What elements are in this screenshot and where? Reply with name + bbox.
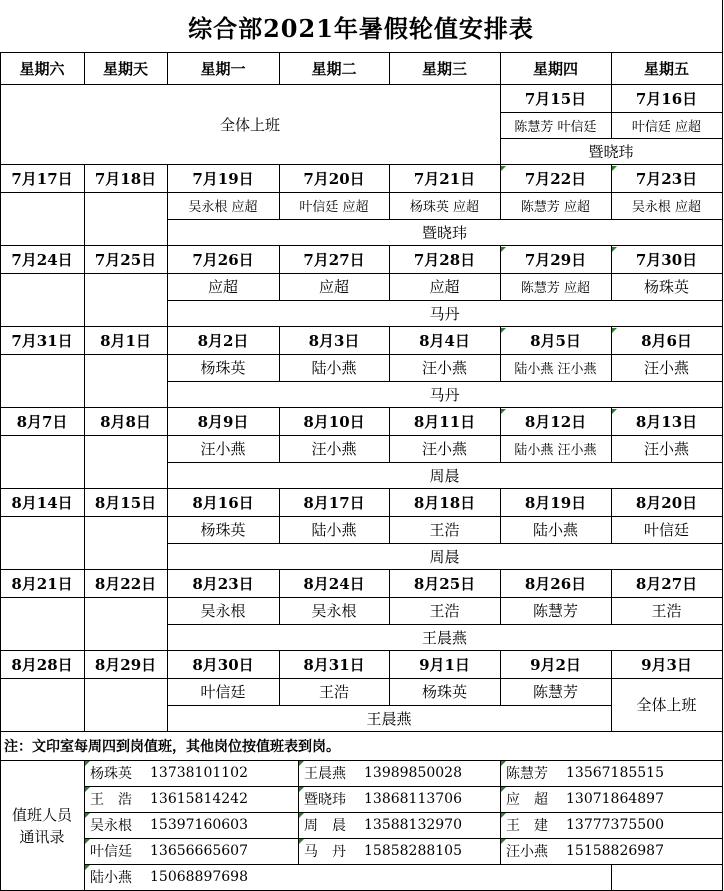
weekday-date: 8月10日 — [303, 412, 365, 431]
sunday-date: 8月29日 — [94, 655, 157, 674]
weekday-date: 7月22日 — [524, 169, 587, 188]
weekday-header: 星期二 — [311, 59, 357, 78]
page-title: 综合部2021年暑假轮值安排表 — [188, 13, 534, 43]
grid-line — [84, 326, 85, 408]
duty-names: 陆小燕 — [532, 521, 578, 539]
weekday-date: 8月9日 — [197, 412, 249, 431]
weekday-date: 8月19日 — [524, 493, 587, 512]
duty-names: 吴永根 应超 — [188, 200, 258, 215]
cell-comment-marker — [85, 787, 90, 792]
grid-line — [611, 407, 612, 463]
cell-comment-marker — [501, 166, 506, 171]
duty-names: 汪小燕 — [421, 359, 467, 377]
duty-names: 王浩 — [651, 602, 682, 620]
cell-comment-marker — [612, 409, 617, 414]
grid-line — [84, 786, 723, 787]
duty-names: 杨珠英 — [643, 278, 689, 296]
grid-line — [0, 407, 723, 408]
grid-line — [611, 569, 612, 625]
weekday-date: 7月26日 — [192, 250, 254, 269]
weekday-date: 8月11日 — [413, 412, 476, 431]
contact-phone: 13567185515 — [566, 765, 664, 781]
cell-comment-marker — [501, 409, 506, 414]
contact-phone: 13989850028 — [364, 765, 462, 781]
grid-line — [167, 624, 723, 625]
duty-names: 杨珠英 — [421, 683, 467, 701]
span-duty-name: 马丹 — [429, 385, 460, 404]
grid-line — [500, 84, 501, 165]
contact-entry — [298, 760, 500, 786]
grid-line — [0, 488, 723, 489]
grid-line — [500, 164, 501, 220]
saturday-date: 7月17日 — [11, 169, 73, 188]
weekday-date: 8月18日 — [413, 493, 476, 512]
grid-line — [500, 650, 501, 706]
grid-line — [167, 381, 723, 382]
duty-names: 应超 — [207, 278, 238, 296]
weekday-date: 8月31日 — [303, 655, 365, 674]
cell-comment-marker — [501, 839, 506, 844]
contact-entry — [84, 864, 298, 890]
grid-line — [0, 164, 723, 165]
span-duty-name: 暨晓玮 — [588, 142, 634, 161]
grid-line — [167, 488, 168, 570]
duty-names: 王浩 — [429, 521, 460, 539]
duty-names: 杨珠英 — [200, 359, 246, 377]
weekday-date: 8月12日 — [524, 412, 587, 431]
span-duty-name: 周晨 — [429, 547, 460, 566]
grid-line — [167, 462, 723, 463]
weekday-date: 7月23日 — [635, 169, 698, 188]
duty-names: 陆小燕 汪小燕 — [514, 362, 597, 377]
grid-line — [84, 864, 723, 865]
duty-names: 应超 — [429, 278, 460, 296]
grid-line — [279, 164, 280, 220]
cell-comment-marker — [85, 865, 90, 870]
grid-line — [0, 569, 723, 570]
contact-phone: 15858288105 — [364, 843, 462, 859]
contacts-label-line: 值班人员 — [11, 805, 72, 824]
grid-line — [0, 678, 723, 679]
grid-line — [0, 760, 723, 761]
contact-entry — [500, 786, 722, 812]
weekday-date: 9月1日 — [419, 655, 470, 674]
weekday-date: 8月30日 — [192, 655, 254, 674]
saturday-date: 8月7日 — [16, 412, 68, 431]
grid-line — [389, 52, 390, 85]
weekday-date: 8月23日 — [192, 574, 254, 593]
duty-names: 叶信廷 — [200, 683, 246, 701]
weekday-header: 星期六 — [19, 59, 65, 78]
grid-line — [0, 354, 723, 355]
sunday-date: 8月8日 — [100, 412, 151, 431]
grid-line — [84, 760, 85, 891]
contact-phone: 13656665607 — [150, 843, 248, 859]
grid-line — [0, 435, 723, 436]
cell-comment-marker — [299, 787, 304, 792]
saturday-date: 7月31日 — [11, 331, 73, 350]
grid-line — [279, 245, 280, 301]
cell-comment-marker — [85, 839, 90, 844]
cell-comment-marker — [299, 839, 304, 844]
all-work-label: 全体上班 — [636, 696, 697, 714]
duty-names: 陆小燕 汪小燕 — [514, 443, 597, 458]
duty-names: 陈慧芳 应超 — [520, 281, 591, 296]
duty-names: 陈慧芳 — [532, 683, 578, 701]
grid-line — [611, 245, 612, 301]
sunday-date: 7月18日 — [94, 169, 157, 188]
cell-comment-marker — [612, 247, 617, 252]
weekday-date: 8月6日 — [641, 331, 692, 350]
cell-comment-marker — [299, 761, 304, 766]
duty-names: 叶信廷 应超 — [631, 119, 702, 135]
weekday-date: 7月27日 — [303, 250, 365, 269]
sunday-date: 7月25日 — [94, 250, 157, 269]
weekday-date: 9月3日 — [641, 655, 692, 674]
duty-names: 陈慧芳 — [532, 602, 578, 620]
grid-line — [389, 488, 390, 544]
duty-names: 汪小燕 — [643, 440, 689, 458]
grid-line — [611, 864, 612, 891]
grid-line — [0, 245, 723, 246]
grid-line — [279, 52, 280, 85]
contact-name: 马 丹 — [304, 844, 346, 860]
cell-comment-marker — [501, 328, 506, 333]
saturday-date: 8月28日 — [11, 655, 73, 674]
grid-line — [0, 597, 723, 598]
contact-phone: 13868113706 — [364, 791, 462, 807]
span-duty-name: 王晨燕 — [366, 709, 412, 728]
contact-phone: 13777375500 — [566, 817, 664, 833]
weekday-header: 星期三 — [421, 59, 467, 78]
grid-line — [84, 650, 85, 732]
contact-entry — [298, 812, 500, 838]
duty-names: 陆小燕 — [311, 359, 357, 377]
weekday-date: 7月19日 — [192, 169, 254, 188]
grid-line — [84, 569, 85, 651]
duty-names: 杨珠英 应超 — [409, 200, 480, 215]
weekday-date: 7月29日 — [524, 250, 587, 269]
grid-line — [611, 52, 612, 85]
grid-line — [279, 650, 280, 706]
duty-names: 汪小燕 — [200, 440, 246, 458]
grid-line — [0, 516, 723, 517]
sunday-date: 8月1日 — [100, 331, 151, 350]
duty-names: 叶信廷 — [643, 521, 689, 539]
grid-line — [84, 488, 85, 570]
weekday-date: 8月25日 — [413, 574, 476, 593]
weekday-date: 8月13日 — [635, 412, 698, 431]
weekday-date: 8月17日 — [303, 493, 365, 512]
weekday-date: 7月28日 — [413, 250, 476, 269]
grid-line — [611, 164, 612, 220]
grid-line — [84, 245, 85, 327]
contact-name: 汪小燕 — [506, 844, 548, 860]
contact-entry — [84, 812, 298, 838]
grid-line — [0, 326, 723, 327]
grid-line — [0, 84, 723, 85]
grid-line — [84, 407, 85, 489]
grid-line — [389, 650, 390, 706]
cell-comment-marker — [85, 813, 90, 818]
span-duty-name: 暨晓玮 — [421, 223, 467, 242]
grid-line — [611, 488, 612, 544]
weekday-header: 星期一 — [200, 59, 246, 78]
cell-comment-marker — [501, 761, 506, 766]
weekday-date: 8月5日 — [530, 331, 581, 350]
contact-name: 陆小燕 — [90, 870, 132, 886]
grid-line — [0, 52, 1, 891]
weekday-date: 7月30日 — [635, 250, 698, 269]
contact-entry — [500, 812, 722, 838]
sunday-date: 8月15日 — [94, 493, 157, 512]
contact-entry — [84, 760, 298, 786]
grid-line — [84, 812, 723, 813]
duty-names: 应超 — [318, 278, 349, 296]
grid-line — [500, 52, 501, 85]
grid-line — [167, 326, 168, 408]
contact-name: 王 建 — [506, 818, 548, 834]
cell-comment-marker — [501, 787, 506, 792]
date-cell: 7月15日 — [524, 89, 587, 108]
grid-line — [167, 407, 168, 489]
grid-line — [84, 838, 723, 839]
grid-line — [500, 569, 501, 625]
duty-names: 汪小燕 — [311, 440, 357, 458]
contact-phone: 13615814242 — [150, 791, 248, 807]
contact-entry — [298, 786, 500, 812]
date-cell: 7月16日 — [635, 89, 698, 108]
duty-names: 王浩 — [318, 683, 349, 701]
grid-line — [611, 650, 612, 732]
grid-line — [167, 52, 168, 85]
grid-line — [500, 407, 501, 463]
contact-name: 陈慧芳 — [506, 766, 548, 782]
grid-line — [279, 407, 280, 463]
grid-line — [611, 84, 612, 139]
grid-line — [167, 245, 168, 327]
duty-names: 吴永根 — [311, 602, 357, 620]
grid-line — [389, 407, 390, 463]
duty-names: 陈慧芳 叶信廷 — [514, 119, 597, 135]
weekday-date: 7月20日 — [303, 169, 365, 188]
grid-line — [0, 52, 723, 53]
saturday-date: 7月24日 — [11, 250, 73, 269]
cell-comment-marker — [612, 166, 617, 171]
contact-entry — [84, 838, 298, 864]
weekday-date: 8月16日 — [192, 493, 254, 512]
weekday-date: 9月2日 — [530, 655, 581, 674]
contact-phone: 15158826987 — [566, 843, 664, 859]
contact-entry — [500, 760, 722, 786]
cell-comment-marker — [501, 247, 506, 252]
contact-phone: 13588132970 — [364, 817, 462, 833]
grid-line — [167, 650, 168, 732]
grid-line — [279, 326, 280, 382]
saturday-date: 8月21日 — [11, 574, 73, 593]
grid-line — [167, 300, 723, 301]
cell-comment-marker — [85, 761, 90, 766]
grid-line — [389, 326, 390, 382]
cell-comment-marker — [299, 813, 304, 818]
contacts-label-line: 通讯录 — [19, 827, 65, 846]
grid-line — [389, 245, 390, 301]
grid-line — [0, 731, 723, 732]
duty-names: 吴永根 应超 — [631, 200, 702, 215]
weekday-date: 8月27日 — [635, 574, 698, 593]
contact-name: 周 晨 — [304, 818, 346, 834]
weekday-header: 星期五 — [643, 59, 689, 78]
grid-line — [500, 326, 501, 382]
grid-line — [500, 488, 501, 544]
contact-name: 叶信廷 — [90, 844, 132, 860]
grid-line — [0, 192, 723, 193]
contact-name: 应 超 — [506, 792, 548, 808]
contact-name: 吴永根 — [90, 818, 132, 834]
weekday-date: 8月3日 — [308, 331, 360, 350]
grid-line — [167, 569, 168, 651]
contact-name: 暨晓玮 — [304, 792, 346, 808]
weekday-date: 8月4日 — [419, 331, 470, 350]
contact-entry — [298, 838, 500, 864]
span-duty-name: 周晨 — [429, 466, 460, 485]
grid-line — [167, 164, 168, 246]
duty-names: 吴永根 — [200, 602, 246, 620]
grid-line — [0, 650, 723, 651]
grid-line — [611, 326, 612, 382]
duty-names: 叶信廷 应超 — [299, 200, 369, 215]
weekday-date: 8月20日 — [635, 493, 698, 512]
cell-comment-marker — [501, 813, 506, 818]
grid-line — [722, 0, 723, 891]
footnote: 注：文印室每周四到岗值班，其他岗位按值班表到岗。 — [4, 738, 340, 755]
all-work-label: 全体上班 — [219, 115, 280, 134]
duty-names: 陈慧芳 应超 — [520, 200, 591, 215]
grid-line — [167, 219, 723, 220]
saturday-date: 8月14日 — [11, 493, 73, 512]
weekday-header: 星期天 — [102, 59, 148, 78]
contact-entry — [500, 838, 722, 864]
weekday-header: 星期四 — [532, 59, 578, 78]
span-duty-name: 王晨燕 — [421, 628, 467, 647]
contact-phone: 13071864897 — [566, 791, 664, 807]
duty-names: 杨珠英 — [200, 521, 246, 539]
grid-line — [389, 569, 390, 625]
weekday-date: 8月26日 — [524, 574, 587, 593]
grid-line — [0, 273, 723, 274]
cell-comment-marker — [612, 328, 617, 333]
contact-phone: 15068897698 — [150, 869, 248, 885]
grid-line — [279, 488, 280, 544]
span-duty-name: 马丹 — [429, 304, 460, 323]
contacts-label — [0, 760, 84, 891]
weekday-date: 7月21日 — [413, 169, 476, 188]
contact-name: 杨珠英 — [90, 766, 132, 782]
grid-line — [167, 543, 723, 544]
grid-line — [389, 164, 390, 220]
duty-names: 王浩 — [429, 602, 460, 620]
contact-phone: 15397160603 — [150, 817, 248, 833]
grid-line — [500, 245, 501, 301]
weekday-date: 8月24日 — [303, 574, 365, 593]
duty-names: 陆小燕 — [311, 521, 357, 539]
contact-entry — [84, 786, 298, 812]
duty-names: 汪小燕 — [643, 359, 689, 377]
weekday-date: 8月2日 — [197, 331, 249, 350]
grid-line — [84, 52, 85, 85]
contact-name: 王晨燕 — [304, 766, 346, 782]
grid-line — [84, 164, 85, 246]
grid-line — [279, 569, 280, 625]
sunday-date: 8月22日 — [94, 574, 157, 593]
contact-name: 王 浩 — [90, 792, 132, 808]
contact-phone: 13738101102 — [150, 765, 248, 781]
duty-names: 汪小燕 — [421, 440, 467, 458]
